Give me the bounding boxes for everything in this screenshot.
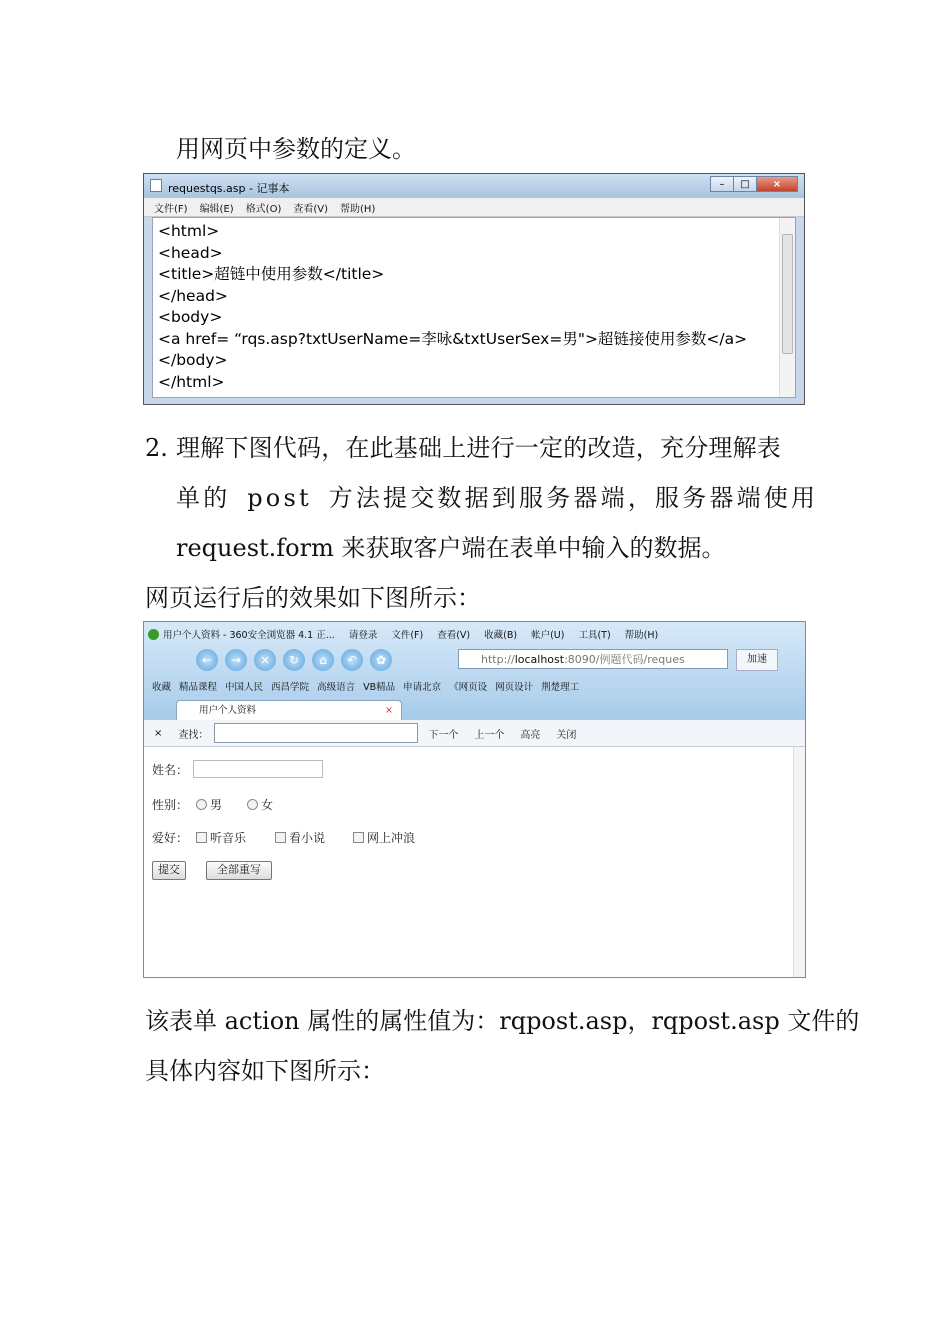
notepad-titlebar bbox=[144, 174, 804, 198]
bookmark-1[interactable]: 精品课程 bbox=[179, 682, 218, 693]
action-line1: 该表单 action 属性的属性值为：rqpost.asp，rqpost.asp 文件的 bbox=[145, 1007, 860, 1035]
browser-window bbox=[143, 621, 806, 978]
menu-view[interactable]: 查看(V) bbox=[293, 203, 329, 215]
home-icon[interactable]: ⌂ bbox=[312, 649, 334, 671]
page-scrollbar[interactable] bbox=[793, 747, 805, 977]
close-button[interactable]: × bbox=[756, 176, 798, 192]
tab-close-icon[interactable]: × bbox=[385, 705, 393, 716]
stop-icon[interactable]: × bbox=[254, 649, 276, 671]
find-close-button[interactable]: 关闭 bbox=[556, 729, 577, 741]
menu-favorites[interactable]: 收藏(B) bbox=[484, 630, 518, 641]
hobby-label: 爱好： bbox=[152, 831, 189, 845]
find-bar bbox=[144, 720, 805, 747]
find-label: 查找： bbox=[178, 729, 209, 741]
result-caption: 网页运行后的效果如下图所示： bbox=[145, 584, 481, 612]
bookmark-5[interactable]: VB精品 bbox=[363, 682, 396, 693]
hobby-surf[interactable]: 网上冲浪 bbox=[353, 829, 415, 846]
maximize-button[interactable]: □ bbox=[733, 176, 757, 192]
name-input[interactable] bbox=[193, 760, 323, 778]
find-prev-button[interactable]: 上一个 bbox=[474, 729, 505, 741]
bookmark-4[interactable]: 高级语言 bbox=[317, 682, 356, 693]
sex-option-female[interactable]: 女 bbox=[247, 796, 273, 813]
paw-icon[interactable]: ✿ bbox=[370, 649, 392, 671]
menu-view[interactable]: 查看(V) bbox=[437, 630, 471, 641]
checkbox-surf[interactable] bbox=[353, 832, 364, 843]
sex-option-male[interactable]: 男 bbox=[196, 796, 222, 813]
reset-button[interactable]: 全部重写 bbox=[206, 861, 272, 880]
radio-female[interactable] bbox=[247, 799, 258, 810]
checkbox-novel[interactable] bbox=[275, 832, 286, 843]
action-line2: 具体内容如下图所示： bbox=[145, 1057, 385, 1085]
tab-user-profile[interactable]: 用户个人资料 × bbox=[176, 700, 402, 720]
back-icon[interactable]: ← bbox=[196, 649, 218, 671]
notepad-text-area[interactable] bbox=[152, 217, 796, 398]
item2-line3: request.form 来获取客户端在表单中输入的数据。 bbox=[176, 534, 726, 562]
menu-format[interactable]: 格式(O) bbox=[245, 203, 282, 215]
menu-help[interactable]: 帮助(H) bbox=[340, 203, 376, 215]
bookmark-6[interactable]: 申请北京 bbox=[403, 682, 442, 693]
menu-login[interactable]: 请登录 bbox=[348, 630, 378, 641]
item2-line2: 单的 post 方法提交数据到服务器端，服务器端使用 bbox=[176, 484, 819, 512]
notepad-menubar bbox=[144, 198, 804, 217]
checkbox-music[interactable] bbox=[196, 832, 207, 843]
bookmark-2[interactable]: 中国人民 bbox=[225, 682, 264, 693]
notepad-code: <html> <head> <title>超链中使用参数</title> </head> <body> <a href= “rqs.asp?txtUserName=李咏&txtUserSex=男">超链接使用参数</a> </body> </html> bbox=[158, 222, 748, 391]
hobby-music[interactable]: 听音乐 bbox=[196, 829, 246, 846]
tab-strip bbox=[144, 698, 805, 721]
notepad-window bbox=[143, 173, 805, 405]
menu-tools[interactable]: 工具(T) bbox=[578, 630, 611, 641]
submit-button[interactable]: 提交 bbox=[152, 861, 186, 880]
sex-label: 性别： bbox=[152, 798, 189, 812]
forward-icon[interactable]: → bbox=[225, 649, 247, 671]
minimize-button[interactable]: – bbox=[710, 176, 734, 192]
address-bar[interactable]: http://localhost:8090/例题代码/reques bbox=[458, 649, 728, 669]
refresh-icon[interactable]: ↻ bbox=[283, 649, 305, 671]
notepad-icon bbox=[150, 179, 162, 192]
browser-titlebar bbox=[148, 626, 801, 642]
page-content bbox=[144, 747, 793, 977]
speed-button[interactable]: 加速 bbox=[736, 649, 778, 671]
menu-file[interactable]: 文件(F) bbox=[391, 630, 424, 641]
find-highlight-button[interactable]: 高亮 bbox=[520, 729, 541, 741]
item2-number: 2. bbox=[145, 434, 168, 462]
find-input[interactable] bbox=[214, 723, 418, 743]
bookmark-3[interactable]: 西昌学院 bbox=[271, 682, 310, 693]
notepad-scrollbar[interactable] bbox=[779, 218, 795, 397]
intro-line: 用网页中参数的定义。 bbox=[176, 135, 416, 163]
bookmarks-bar bbox=[152, 678, 801, 694]
undo-icon[interactable]: ↶ bbox=[341, 649, 363, 671]
menu-edit[interactable]: 编辑(E) bbox=[199, 203, 234, 215]
menu-file[interactable]: 文件(F) bbox=[154, 203, 188, 215]
find-close-icon[interactable]: × bbox=[154, 727, 163, 739]
bookmark-8[interactable]: 网页设计 bbox=[495, 682, 534, 693]
menu-account[interactable]: 帐户(U) bbox=[531, 630, 565, 641]
bookmark-0[interactable]: 收藏 bbox=[152, 682, 172, 693]
notepad-title: requestqs.asp - 记事本 bbox=[168, 182, 290, 195]
name-label: 姓名： bbox=[152, 763, 189, 777]
hobby-novel[interactable]: 看小说 bbox=[275, 829, 325, 846]
radio-male[interactable] bbox=[196, 799, 207, 810]
bookmark-9[interactable]: 荆楚理工 bbox=[541, 682, 580, 693]
bookmark-7[interactable]: 《网页设 bbox=[449, 682, 488, 693]
browser-navbar bbox=[196, 649, 795, 671]
browser-logo-icon bbox=[148, 629, 159, 640]
find-next-button[interactable]: 下一个 bbox=[428, 729, 459, 741]
item2-line1: 理解下图代码，在此基础上进行一定的改造，充分理解表 bbox=[176, 434, 781, 462]
browser-title: 用户个人资料 - 360安全浏览器 4.1 正... bbox=[163, 630, 335, 641]
menu-help[interactable]: 帮助(H) bbox=[624, 630, 659, 641]
